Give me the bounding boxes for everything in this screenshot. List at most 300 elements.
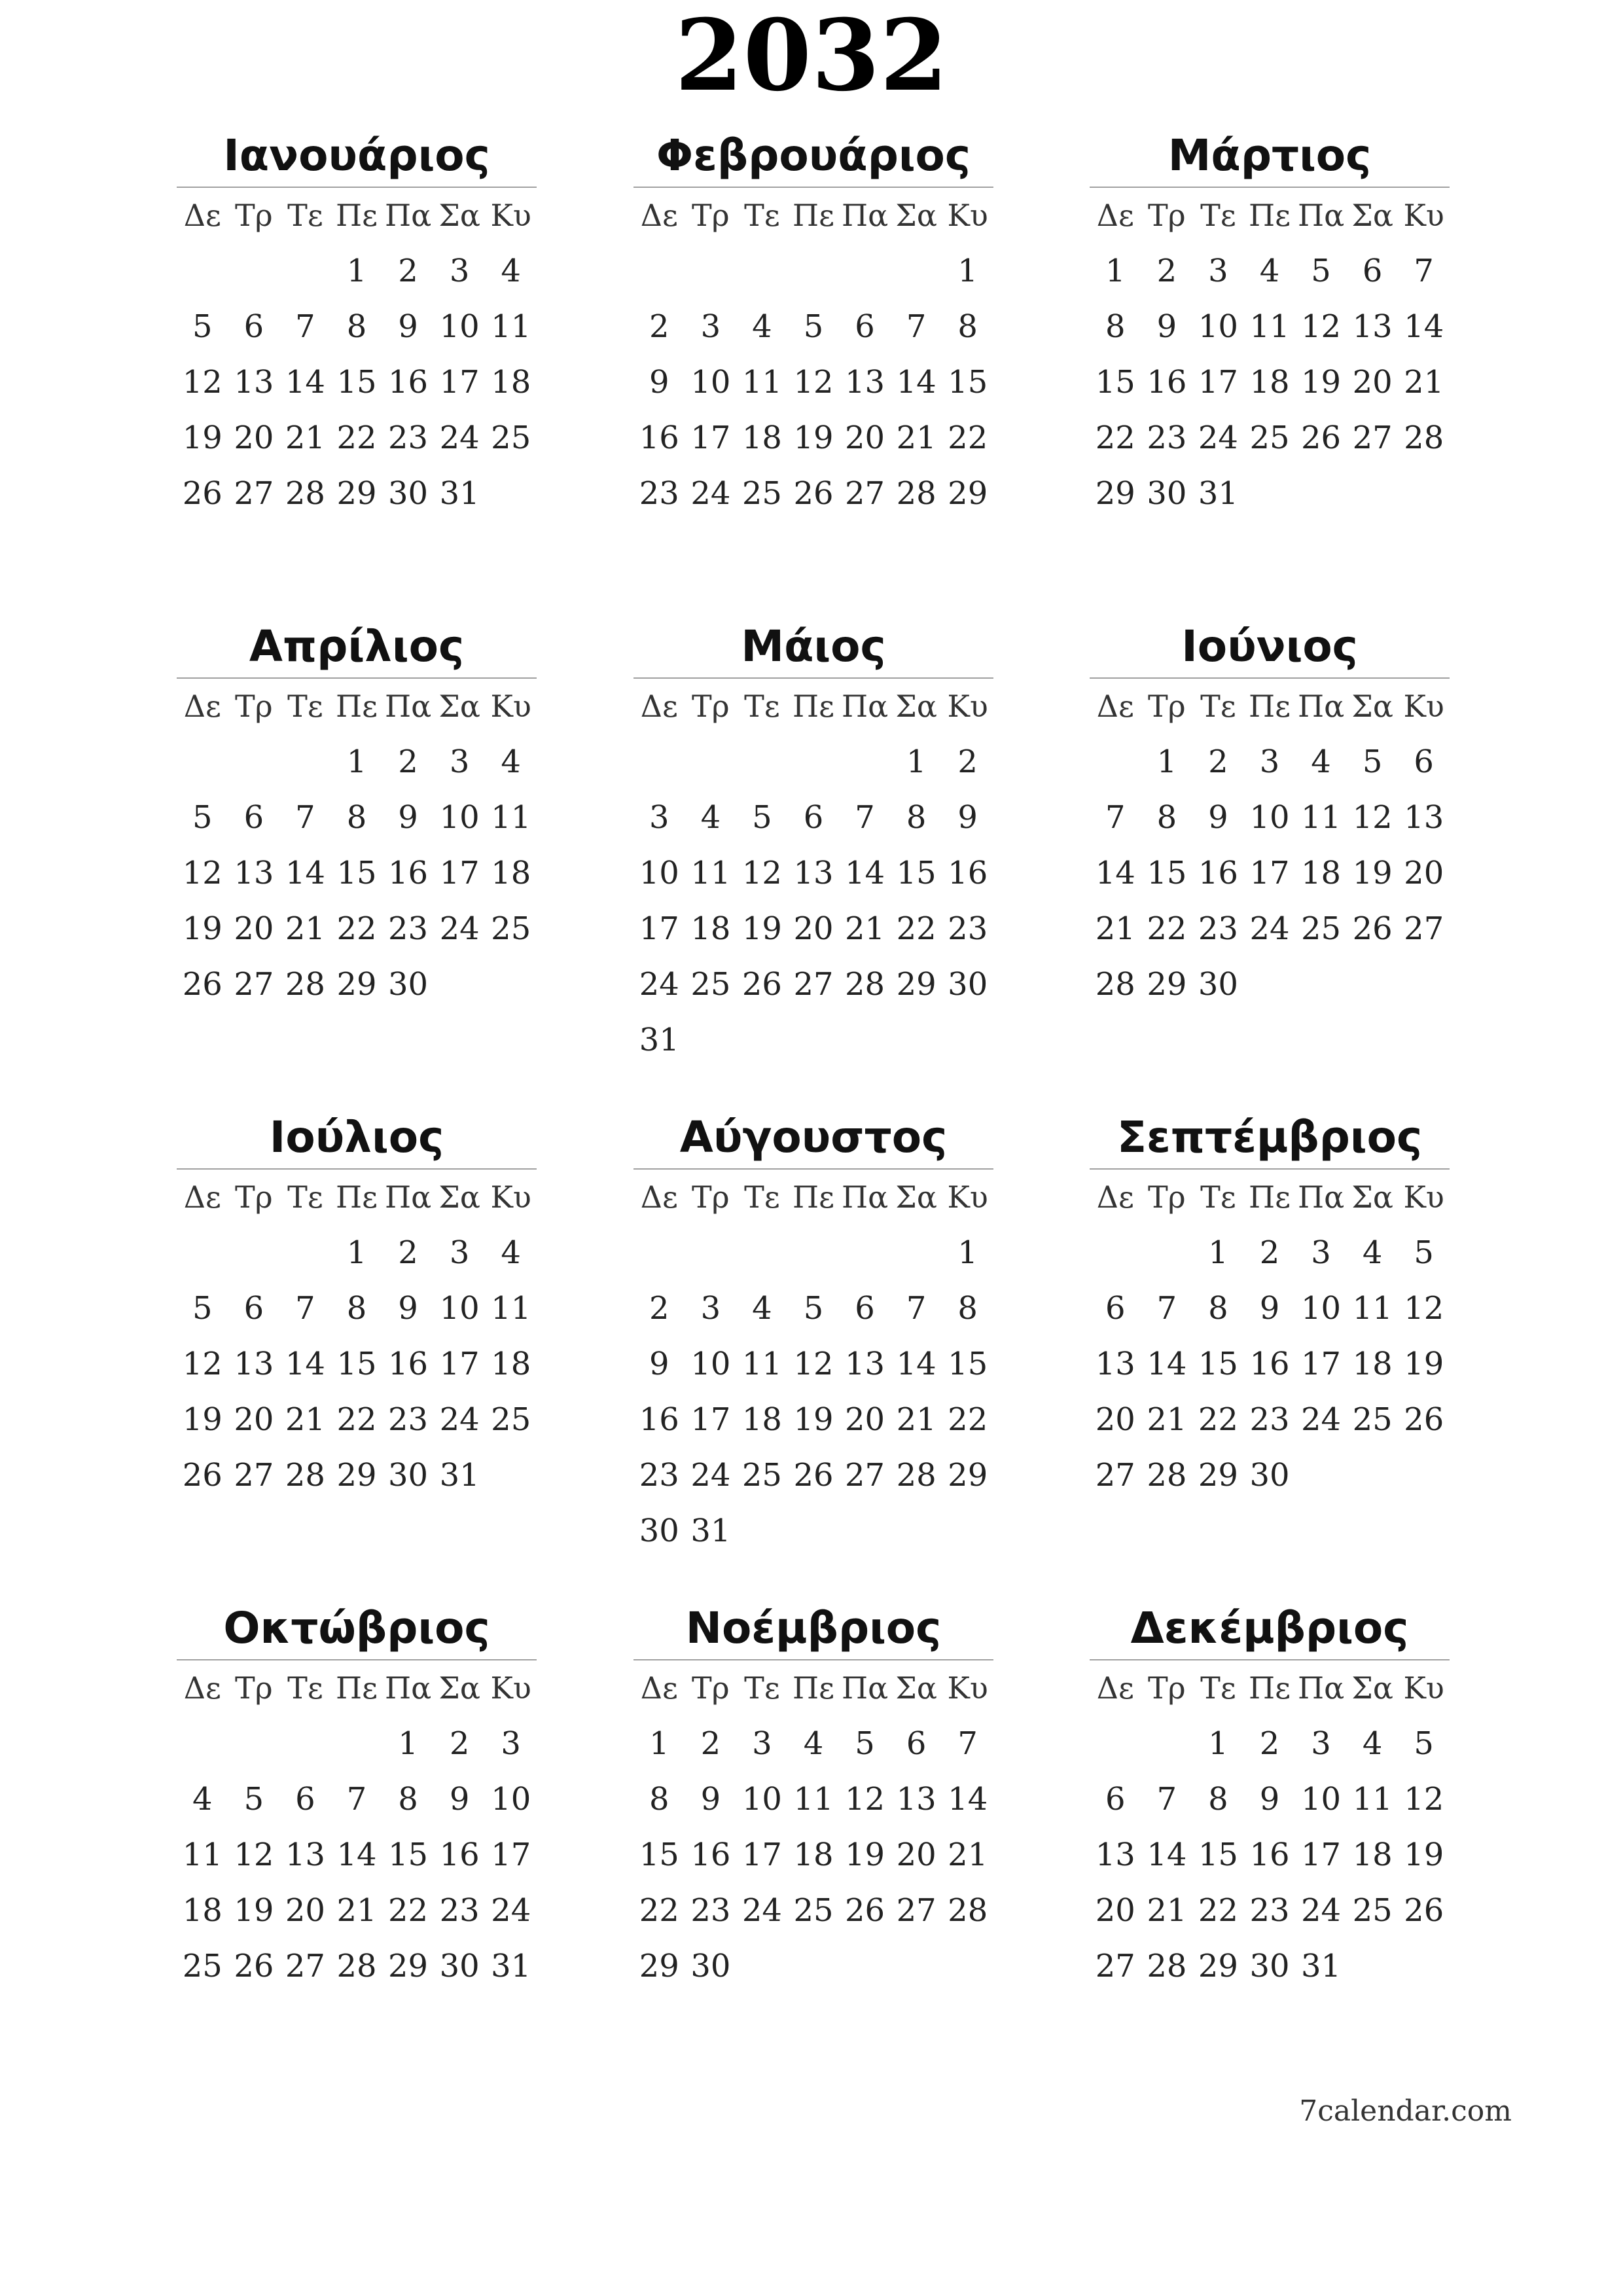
day-number: 23 xyxy=(388,1401,429,1438)
day-number: 26 xyxy=(1301,420,1342,456)
day-number: 21 xyxy=(896,1401,936,1438)
day-number: 1 xyxy=(1156,744,1177,780)
month-name: Ιούλιος xyxy=(269,1112,444,1162)
day-number: 16 xyxy=(690,1837,731,1873)
month-block xyxy=(1090,1106,1450,1503)
day-number: 30 xyxy=(1249,1948,1290,1984)
day-number: 13 xyxy=(845,364,885,401)
day-number: 13 xyxy=(793,855,834,891)
day-number: 29 xyxy=(948,1457,988,1494)
day-number: 22 xyxy=(1147,910,1187,947)
day-number: 5 xyxy=(243,1781,264,1818)
weekday-label: Δε xyxy=(1096,1179,1134,1215)
day-number: 23 xyxy=(1198,910,1238,947)
day-number: 25 xyxy=(491,1401,531,1438)
day-number: 4 xyxy=(752,308,772,345)
day-number: 24 xyxy=(1249,910,1290,947)
day-number: 20 xyxy=(285,1892,325,1929)
weekday-label: Πε xyxy=(336,1670,378,1706)
day-number: 25 xyxy=(793,1892,834,1929)
day-number: 5 xyxy=(192,308,213,345)
day-number: 1 xyxy=(957,253,978,289)
empty-day xyxy=(1090,734,1141,790)
day-number: 1 xyxy=(957,1234,978,1271)
day-number: 3 xyxy=(449,253,470,289)
day-number: 30 xyxy=(690,1948,731,1984)
day-number: 14 xyxy=(336,1837,377,1873)
day-number: 28 xyxy=(285,1457,325,1494)
day-number: 20 xyxy=(1404,855,1444,891)
day-number: 20 xyxy=(845,420,885,456)
day-number: 11 xyxy=(741,364,782,401)
day-number: 17 xyxy=(1249,855,1290,891)
day-number: 3 xyxy=(449,744,470,780)
weekday-label: Πε xyxy=(793,198,834,233)
empty-day xyxy=(228,1716,280,1772)
day-number: 29 xyxy=(948,475,988,512)
day-number: 13 xyxy=(896,1781,936,1818)
month-block xyxy=(633,615,993,1068)
day-number: 27 xyxy=(845,475,885,512)
day-number: 3 xyxy=(700,308,721,345)
day-number: 1 xyxy=(1208,1234,1228,1271)
day-number: 7 xyxy=(295,308,315,345)
day-number: 15 xyxy=(948,364,988,401)
day-number: 14 xyxy=(285,364,325,401)
day-number: 16 xyxy=(1249,1837,1290,1873)
day-number: 15 xyxy=(639,1837,679,1873)
day-number: 21 xyxy=(896,420,936,456)
weekday-label: Πε xyxy=(793,1670,834,1706)
weekday-label: Τρ xyxy=(691,1670,730,1706)
empty-day xyxy=(177,1716,228,1772)
day-number: 24 xyxy=(690,475,731,512)
day-number: 23 xyxy=(439,1892,480,1929)
day-number: 28 xyxy=(285,475,325,512)
day-number: 16 xyxy=(639,1401,679,1438)
day-number: 30 xyxy=(439,1948,480,1984)
day-number: 17 xyxy=(1301,1837,1342,1873)
day-number: 15 xyxy=(336,364,377,401)
weekday-label: Πα xyxy=(384,1670,432,1706)
day-number: 27 xyxy=(234,475,274,512)
day-number: 10 xyxy=(439,1290,480,1327)
weekday-label: Σα xyxy=(895,1179,937,1215)
day-number: 5 xyxy=(1362,744,1383,780)
day-number: 9 xyxy=(649,1346,669,1382)
empty-day xyxy=(839,243,891,299)
day-number: 30 xyxy=(1249,1457,1290,1494)
day-number: 8 xyxy=(346,1290,367,1327)
day-number: 29 xyxy=(336,475,377,512)
weekday-label: Πε xyxy=(793,689,834,724)
day-number: 27 xyxy=(845,1457,885,1494)
month-grid xyxy=(1090,1660,1450,1994)
day-number: 17 xyxy=(690,420,731,456)
day-number: 21 xyxy=(285,420,325,456)
weekday-label: Τε xyxy=(1200,1670,1236,1706)
weekday-label: Κυ xyxy=(1403,689,1444,724)
empty-day xyxy=(1090,1716,1141,1772)
day-number: 22 xyxy=(336,420,377,456)
day-number: 21 xyxy=(948,1837,988,1873)
day-number: 28 xyxy=(336,1948,377,1984)
day-number: 28 xyxy=(1404,420,1444,456)
empty-day xyxy=(1141,1225,1193,1281)
day-number: 6 xyxy=(243,1290,264,1327)
empty-day xyxy=(1090,1225,1141,1281)
day-number: 7 xyxy=(906,308,927,345)
day-number: 30 xyxy=(388,966,429,1003)
day-number: 13 xyxy=(1095,1837,1135,1873)
day-number: 18 xyxy=(741,420,782,456)
day-number: 15 xyxy=(896,855,936,891)
day-number: 5 xyxy=(192,1290,213,1327)
weekday-label: Πα xyxy=(384,1179,432,1215)
day-number: 29 xyxy=(639,1948,679,1984)
day-number: 24 xyxy=(741,1892,782,1929)
day-number: 28 xyxy=(285,966,325,1003)
day-number: 17 xyxy=(639,910,679,947)
day-number: 9 xyxy=(957,799,978,836)
day-number: 16 xyxy=(388,855,429,891)
weekday-label: Τρ xyxy=(691,198,730,233)
day-number: 20 xyxy=(1352,364,1393,401)
empty-day xyxy=(891,1225,942,1281)
day-number: 8 xyxy=(957,308,978,345)
weekday-label: Δε xyxy=(183,198,221,233)
day-number: 3 xyxy=(1311,1725,1331,1762)
day-number: 22 xyxy=(1198,1401,1238,1438)
day-number: 2 xyxy=(398,253,418,289)
weekday-label: Δε xyxy=(1096,1670,1134,1706)
day-number: 12 xyxy=(1404,1290,1444,1327)
day-number: 10 xyxy=(639,855,679,891)
weekday-label: Πε xyxy=(1249,1179,1291,1215)
day-number: 17 xyxy=(1198,364,1238,401)
weekday-label: Πε xyxy=(336,198,378,233)
weekday-label: Κυ xyxy=(490,689,531,724)
day-number: 24 xyxy=(1301,1401,1342,1438)
day-number: 3 xyxy=(1208,253,1228,289)
weekday-label: Τρ xyxy=(1147,689,1186,724)
day-number: 1 xyxy=(346,1234,367,1271)
day-number: 24 xyxy=(439,420,480,456)
day-number: 30 xyxy=(1198,966,1238,1003)
day-number: 10 xyxy=(741,1781,782,1818)
day-number: 6 xyxy=(243,308,264,345)
day-number: 24 xyxy=(439,1401,480,1438)
weekday-label: Δε xyxy=(1096,689,1134,724)
day-number: 18 xyxy=(1301,855,1342,891)
day-number: 29 xyxy=(388,1948,429,1984)
day-number: 19 xyxy=(1404,1346,1444,1382)
empty-day xyxy=(228,1225,280,1281)
day-number: 9 xyxy=(398,1290,418,1327)
day-number: 1 xyxy=(346,253,367,289)
month-name: Φεβρουάριος xyxy=(656,130,971,181)
day-number: 11 xyxy=(1301,799,1342,836)
day-number: 10 xyxy=(1301,1290,1342,1327)
day-number: 30 xyxy=(639,1513,679,1549)
month-grid xyxy=(177,679,537,1013)
weekday-label: Τε xyxy=(1200,198,1236,233)
day-number: 14 xyxy=(1147,1346,1187,1382)
month-grid xyxy=(177,188,537,522)
day-number: 5 xyxy=(855,1725,875,1762)
weekday-label: Σα xyxy=(438,689,480,724)
weekday-label: Τε xyxy=(744,689,780,724)
day-number: 2 xyxy=(957,744,978,780)
weekday-label: Πα xyxy=(841,689,889,724)
month-block xyxy=(633,1597,993,1994)
day-number: 17 xyxy=(1301,1346,1342,1382)
weekday-label: Τρ xyxy=(1147,198,1186,233)
day-number: 1 xyxy=(1105,253,1126,289)
weekday-label: Τε xyxy=(744,198,780,233)
day-number: 1 xyxy=(649,1725,669,1762)
day-number: 9 xyxy=(700,1781,721,1818)
day-number: 21 xyxy=(1147,1892,1187,1929)
day-number: 22 xyxy=(896,910,936,947)
weekday-label: Κυ xyxy=(490,1670,531,1706)
day-number: 20 xyxy=(793,910,834,947)
weekday-label: Δε xyxy=(640,198,678,233)
day-number: 10 xyxy=(690,1346,731,1382)
day-number: 15 xyxy=(948,1346,988,1382)
day-number: 24 xyxy=(1301,1892,1342,1929)
month-block xyxy=(1090,124,1450,522)
weekday-label: Τρ xyxy=(691,689,730,724)
day-number: 21 xyxy=(1404,364,1444,401)
day-number: 25 xyxy=(182,1948,223,1984)
day-number: 1 xyxy=(398,1725,418,1762)
day-number: 27 xyxy=(1095,1457,1135,1494)
day-number: 7 xyxy=(1414,253,1434,289)
empty-day xyxy=(788,734,840,790)
day-number: 23 xyxy=(639,475,679,512)
day-number: 16 xyxy=(948,855,988,891)
day-number: 18 xyxy=(1352,1346,1393,1382)
weekday-label: Πα xyxy=(1297,198,1345,233)
day-number: 20 xyxy=(896,1837,936,1873)
weekday-label: Πα xyxy=(841,198,889,233)
day-number: 28 xyxy=(1147,1948,1187,1984)
day-number: 17 xyxy=(491,1837,531,1873)
day-number: 20 xyxy=(234,1401,274,1438)
month-name: Δεκέμβριος xyxy=(1130,1603,1409,1653)
weekday-label: Τε xyxy=(287,198,323,233)
weekday-label: Τρ xyxy=(1147,1179,1186,1215)
day-number: 22 xyxy=(639,1892,679,1929)
day-number: 22 xyxy=(948,420,988,456)
day-number: 26 xyxy=(182,475,223,512)
weekday-label: Πα xyxy=(1297,689,1345,724)
day-number: 25 xyxy=(1352,1892,1393,1929)
day-number: 27 xyxy=(1352,420,1393,456)
day-number: 11 xyxy=(1352,1781,1393,1818)
day-number: 8 xyxy=(649,1781,669,1818)
day-number: 26 xyxy=(1404,1892,1444,1929)
day-number: 4 xyxy=(700,799,721,836)
weekday-label: Σα xyxy=(438,198,480,233)
day-number: 27 xyxy=(1404,910,1444,947)
month-name: Ιανουάριος xyxy=(223,130,490,181)
day-number: 14 xyxy=(1095,855,1135,891)
day-number: 22 xyxy=(948,1401,988,1438)
month-grid xyxy=(633,1170,993,1559)
weekday-label: Πε xyxy=(1249,1670,1291,1706)
day-number: 7 xyxy=(1156,1781,1177,1818)
day-number: 6 xyxy=(295,1781,315,1818)
weekday-label: Κυ xyxy=(1403,1670,1444,1706)
day-number: 20 xyxy=(234,910,274,947)
day-number: 4 xyxy=(752,1290,772,1327)
day-number: 11 xyxy=(491,799,531,836)
day-number: 5 xyxy=(1414,1725,1434,1762)
empty-day xyxy=(228,243,280,299)
day-number: 13 xyxy=(285,1837,325,1873)
day-number: 30 xyxy=(388,1457,429,1494)
day-number: 30 xyxy=(388,475,429,512)
day-number: 16 xyxy=(639,420,679,456)
month-block xyxy=(1090,615,1450,1013)
day-number: 9 xyxy=(449,1781,470,1818)
day-number: 4 xyxy=(1362,1725,1383,1762)
day-number: 3 xyxy=(1311,1234,1331,1271)
day-number: 13 xyxy=(1352,308,1393,345)
empty-day xyxy=(736,734,788,790)
day-number: 1 xyxy=(1208,1725,1228,1762)
empty-day xyxy=(228,734,280,790)
day-number: 8 xyxy=(1208,1781,1228,1818)
day-number: 26 xyxy=(741,966,782,1003)
weekday-label: Πε xyxy=(1249,689,1291,724)
day-number: 10 xyxy=(439,308,480,345)
empty-day xyxy=(685,734,737,790)
day-number: 2 xyxy=(649,308,669,345)
day-number: 12 xyxy=(182,855,223,891)
weekday-label: Πε xyxy=(336,689,378,724)
day-number: 17 xyxy=(439,1346,480,1382)
weekday-label: Τε xyxy=(1200,689,1236,724)
day-number: 26 xyxy=(793,1457,834,1494)
day-number: 3 xyxy=(700,1290,721,1327)
day-number: 31 xyxy=(439,475,480,512)
day-number: 21 xyxy=(285,1401,325,1438)
weekday-label: Κυ xyxy=(947,1179,988,1215)
day-number: 24 xyxy=(491,1892,531,1929)
month-block xyxy=(177,1597,537,1994)
weekday-label: Κυ xyxy=(947,689,988,724)
day-number: 7 xyxy=(295,799,315,836)
day-number: 11 xyxy=(182,1837,223,1873)
day-number: 26 xyxy=(1352,910,1393,947)
day-number: 6 xyxy=(1362,253,1383,289)
weekday-label: Πε xyxy=(1249,198,1291,233)
day-number: 21 xyxy=(845,910,885,947)
weekday-label: Κυ xyxy=(1403,1179,1444,1215)
day-number: 31 xyxy=(1301,1948,1342,1984)
day-number: 30 xyxy=(1147,475,1187,512)
day-number: 9 xyxy=(398,308,418,345)
day-number: 7 xyxy=(295,1290,315,1327)
day-number: 18 xyxy=(491,1346,531,1382)
empty-day xyxy=(279,1225,331,1281)
day-number: 22 xyxy=(1198,1892,1238,1929)
day-number: 14 xyxy=(896,1346,936,1382)
month-name: Μάρτιος xyxy=(1168,130,1372,181)
weekday-label: Τε xyxy=(287,1670,323,1706)
day-number: 26 xyxy=(182,966,223,1003)
month-block xyxy=(633,1106,993,1559)
day-number: 2 xyxy=(449,1725,470,1762)
day-number: 13 xyxy=(1095,1346,1135,1382)
empty-day xyxy=(633,734,685,790)
day-number: 13 xyxy=(234,364,274,401)
day-number: 2 xyxy=(398,744,418,780)
day-number: 6 xyxy=(855,308,875,345)
empty-day xyxy=(633,1225,685,1281)
day-number: 24 xyxy=(639,966,679,1003)
day-number: 14 xyxy=(1404,308,1444,345)
day-number: 20 xyxy=(845,1401,885,1438)
day-number: 2 xyxy=(649,1290,669,1327)
month-name: Αύγουστος xyxy=(679,1112,948,1162)
day-number: 6 xyxy=(1105,1290,1126,1327)
day-number: 27 xyxy=(896,1892,936,1929)
day-number: 8 xyxy=(398,1781,418,1818)
weekday-label: Σα xyxy=(895,1670,937,1706)
month-name: Ιούνιος xyxy=(1181,621,1358,672)
weekday-label: Τε xyxy=(744,1670,780,1706)
day-number: 25 xyxy=(491,420,531,456)
month-block xyxy=(177,1106,537,1503)
day-number: 30 xyxy=(948,966,988,1003)
weekday-label: Τρ xyxy=(1147,1670,1186,1706)
month-grid xyxy=(1090,188,1450,522)
empty-day xyxy=(839,734,891,790)
empty-day xyxy=(788,243,840,299)
day-number: 9 xyxy=(649,364,669,401)
day-number: 9 xyxy=(1259,1781,1280,1818)
day-number: 19 xyxy=(182,1401,223,1438)
weekday-label: Κυ xyxy=(1403,198,1444,233)
day-number: 26 xyxy=(234,1948,274,1984)
day-number: 15 xyxy=(1198,1346,1238,1382)
empty-day xyxy=(891,243,942,299)
day-number: 19 xyxy=(234,1892,274,1929)
day-number: 18 xyxy=(690,910,731,947)
weekday-label: Σα xyxy=(1351,1179,1393,1215)
weekday-label: Τρ xyxy=(234,1670,273,1706)
weekday-label: Δε xyxy=(183,1179,221,1215)
day-number: 31 xyxy=(639,1022,679,1058)
day-number: 15 xyxy=(1147,855,1187,891)
day-number: 7 xyxy=(1156,1290,1177,1327)
day-number: 18 xyxy=(1352,1837,1393,1873)
empty-day xyxy=(279,734,331,790)
day-number: 16 xyxy=(388,364,429,401)
weekday-label: Πα xyxy=(841,1179,889,1215)
day-number: 27 xyxy=(1095,1948,1135,1984)
day-number: 13 xyxy=(845,1346,885,1382)
day-number: 22 xyxy=(336,1401,377,1438)
day-number: 4 xyxy=(501,744,521,780)
day-number: 2 xyxy=(1259,1234,1280,1271)
weekday-label: Τε xyxy=(287,689,323,724)
day-number: 4 xyxy=(192,1781,213,1818)
